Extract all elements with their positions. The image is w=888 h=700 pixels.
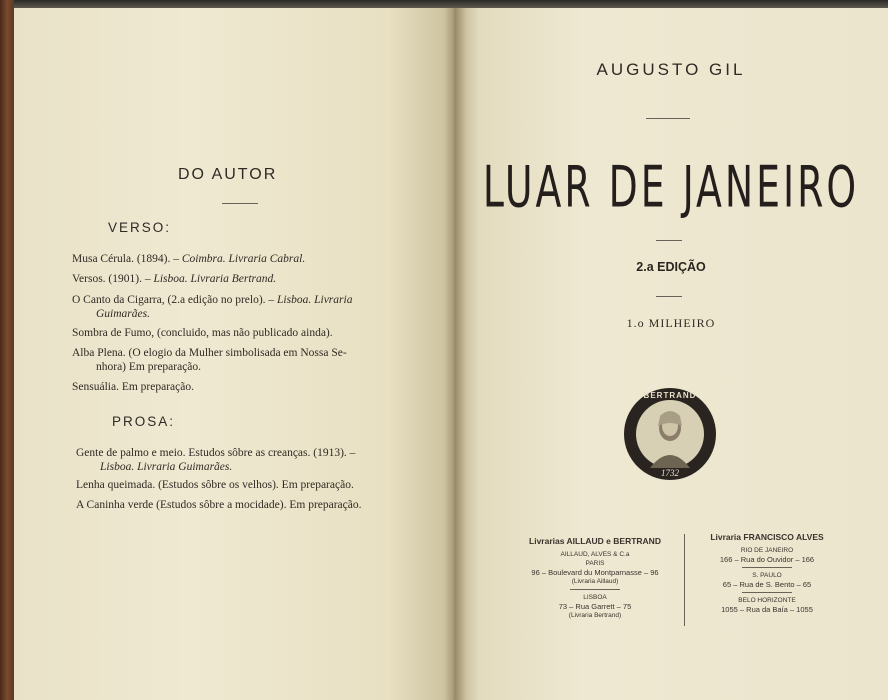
publisher-right-line: RIO DE JANEIRO [740,547,794,554]
logo-top-text: BERTRAND [643,391,697,400]
entry-detail: . Em preparação. [116,381,194,393]
author-rule [646,118,690,119]
publisher-right-line: 65 – Rua de S. Bento – 65 [722,580,812,589]
milheiro-label: 1.o MILHEIRO [626,316,716,330]
verso-entry-3 [72,293,417,321]
publisher-left-block [505,536,685,620]
entry-title: Sensuália [72,381,117,393]
title-rule [656,240,682,241]
prosa-heading: PROSA: [112,414,176,429]
entry-detail-cont: nhora) Em preparação. [96,361,202,373]
verso-entry-5 [72,346,417,374]
verso-entry-4 [72,326,417,340]
entry-detail: . (1894). – [131,253,180,265]
publisher-left-line: (Livraria Aillaud) [571,578,619,585]
entry-place: Coimbra. Livraria Cabral. [181,253,306,265]
prosa-entry-1 [76,446,421,474]
entry-place-cont: Lisboa. Livraria Guimarães. [100,461,233,473]
verso-entry-1 [72,252,417,266]
left-page-header: DO AUTOR [178,166,278,183]
publisher-left-rule [570,589,620,590]
publisher-left-line: AILLAUD, ALVES & C.a [560,551,630,558]
publisher-right-rule [742,592,792,593]
book-spine-edge [0,0,14,700]
entry-title: Versos [72,273,103,285]
entry-title: Gente de palmo e meio [76,447,183,459]
publisher-left-line: 73 – Rua Garrett – 75 [558,602,632,611]
publisher-right-line: 1055 – Rua da Baía – 1055 [721,605,813,614]
entry-detail: . Estudos sôbre as creanças. (1913). – [182,447,356,459]
entry-title: Musa Cérula [72,253,132,265]
verso-heading: VERSO: [108,220,172,235]
publisher-left-head: Livrarias AILLAUD e BERTRAND [529,536,661,546]
entry-detail: . (Estudos sôbre os velhos). Em preparação. [152,479,354,491]
publisher-left-line: 96 – Boulevard du Montparnasse – 96 [531,568,659,577]
entry-title: Sombra de Fumo [72,327,152,339]
entry-detail: , (concluido, mas não publicado ainda). [151,327,333,339]
prosa-entry-3 [76,498,421,512]
publisher-left-line: (Livraria Bertrand) [568,612,622,619]
header-rule [222,203,258,204]
entry-title: Lenha queimada [76,479,153,491]
entry-place: Lisboa. Livraria Bertrand. [153,273,277,285]
publisher-left-line: PARIS [585,560,605,567]
bertrand-logo [622,386,718,482]
prosa-entry-2 [76,478,421,492]
edition-label: 2.a EDIÇÃO [636,260,706,274]
publisher-right-block [692,532,842,614]
entry-place: Lisboa. Livraria [277,294,353,306]
entry-detail: , (2.a edição no prelo). – [161,294,275,306]
logo-year: 1732 [661,468,679,478]
verso-entry-6 [72,380,417,394]
entry-detail: (Estudos sôbre a mocidade). Em preparação. [153,499,362,511]
publisher-left-line: LISBOA [583,594,607,601]
author-name: AUGUSTO GIL [596,60,746,79]
publisher-right-line: S. PAULO [752,572,782,579]
publisher-right-rule [742,567,792,568]
entry-place-cont: Guimarães. [96,308,150,320]
verso-entry-2 [72,272,417,286]
publisher-right-line: BELO HORIZONTE [738,597,796,604]
book-gutter [444,8,466,700]
entry-detail: . (1901). – [102,273,151,285]
entry-title: O Canto da Cigarra [72,294,162,306]
entry-title: Alba Plena [72,347,123,359]
book-title: LUAR DE JANEIRO [482,154,860,221]
publisher-right-head: Livraria FRANCISCO ALVES [710,532,824,542]
entry-title: A Caninha verde [76,499,154,511]
publisher-right-line: 166 – Rua do Ouvidor – 166 [719,555,815,564]
entry-detail: . (O elogio da Mulher simbolisada em Nossa Se- [122,347,347,359]
edition-rule [656,296,682,297]
